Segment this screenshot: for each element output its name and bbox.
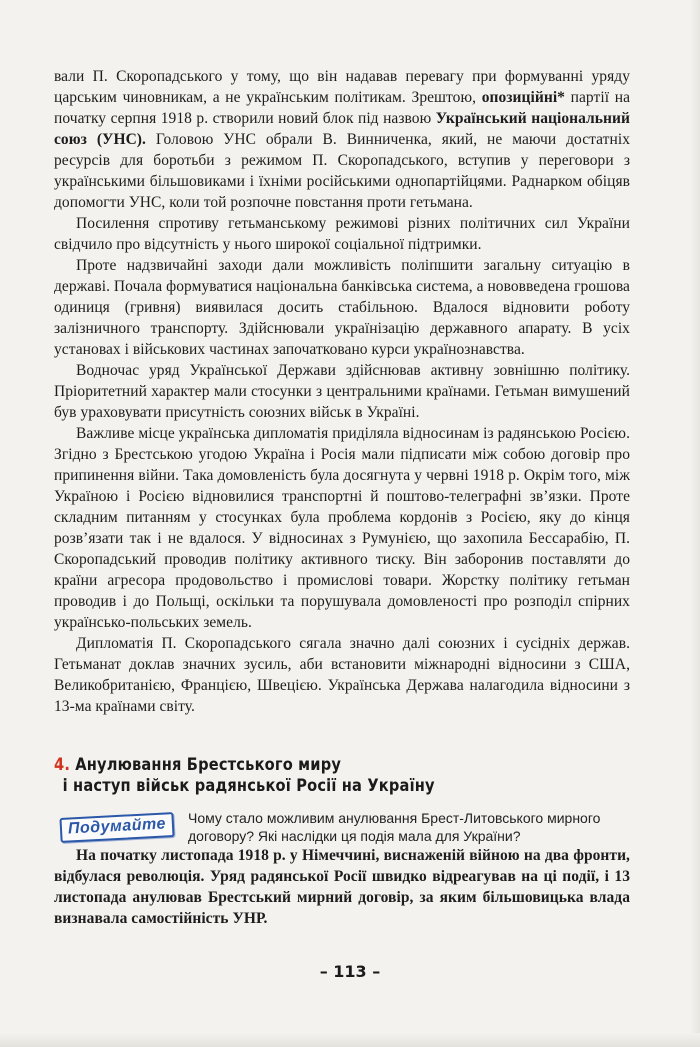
section-number: 4.	[54, 755, 71, 775]
paragraph-6: Дипломатія П. Скоропадського сягала значно далі союзних і сусідніх держав. Гетьманат доклав значних зусиль, аби встановити міжнародні відносини з США, Великобританією, Францією, Швецією. Українська Держава налагодила відносини з 13-ма країнами світу.	[54, 635, 630, 715]
p1-text-e: Головою УНС обрали В. Винниченка, який, не маючи достатніх ресурсів для боротьби з режимом П. Скоропадського, вступив у переговори з українськими більшовиками і їхніми російськими однопартійцями. Раднарком обіцяв допомогти УНС, коли той розпочне повстання проти гетьмана.	[54, 131, 630, 211]
think-question: Чому стало можливим анулювання Брест-Литовського мирного договору? Які наслідки ця подія мала для України?	[188, 810, 601, 844]
section-title-line-2: і наступ військ радянської Росії на Україну	[62, 776, 435, 796]
page-edge-shadow	[690, 0, 700, 1047]
final-date: 13 листопада	[54, 868, 630, 906]
paragraph-final	[54, 845, 630, 929]
paragraph-2: Посилення спротиву гетьманському режимові різних політичних сил України свідчило про відсутність у нього широкої соціальної підтримки.	[54, 215, 630, 253]
p1-text-a: вали П. Скоропадського у тому, що він надавав перевагу при формуванні уряду царським чиновникам, а не українським політикам. Зрештою,	[54, 68, 630, 106]
paragraph-5: Важливе місце українська дипломатія приділяла відносинам із радянською Росією. Згідно з Брестською угодою Україна і Росія мали підписати між собою договір про припинення війни. Така домовленість була досягнута у червні 1918 р. Окрім того, між Україною і Росією відновилися транспортні й поштово-телеграфні зв’язки. Проте складним питанням у стосунках була проблема кордонів з Росією, яку до кінця розв’язати так і не вдалося. У відносинах з Румунією, що захопила Бессарабію, П. Скоропадський проводив політику активного тиску. Він заборонив поставляти до країни агресора продовольство і промислові товари. Жорстку політику гетьман проводив і до Польщі, оскільки та порушувала домовленості про розподіл спірних українсько-польських земель.	[54, 425, 630, 631]
final-text-c: анулював Брестський мирний договір, за яким більшовицька влада визнавала самостійність УНР.	[54, 889, 630, 927]
term-union: Український національний союз (УНС).	[54, 110, 630, 148]
paragraph-1	[54, 66, 630, 213]
think-box	[54, 809, 630, 845]
section-heading	[54, 755, 549, 797]
text-column	[54, 66, 630, 929]
final-text-a: На початку листопада 1918 р. у Німеччині, виснаженій війною на два фронти, відбулася революція. Уряд радянської Росії швидко відреагував на ці події, і	[54, 847, 630, 885]
page-number: – 113 –	[319, 962, 381, 981]
paragraph-3: Проте надзвичайні заходи дали можливість поліпшити загальну ситуацію в державі. Почала формуватися національна банківська система, а нововведена грошова одиниця (гривня) виявилася досить стабільною. Вдалося відновити роботу залізничного транспорту. Здійснювали українізацію державного апарату. В усіх установах і військових частинах започатковано курси українознавства.	[54, 257, 630, 358]
paragraph-4: Водночас уряд Української Держави здійснював активну зовнішню політику. Пріоритетний характер мали стосунки з центральними країнами. Гетьман вимушений був ураховувати присутність союзних військ в Україні.	[54, 362, 630, 421]
section-title-line-1: Анулювання Брестського миру	[75, 755, 342, 775]
think-stamp: Подумайте	[59, 812, 174, 843]
term-opposition: опозиційні*	[481, 89, 565, 106]
bottom-edge-shadow	[0, 1033, 700, 1047]
p1-text-c: партії на початку серпня 1918 р. створили новий блок під назвою	[54, 89, 630, 127]
